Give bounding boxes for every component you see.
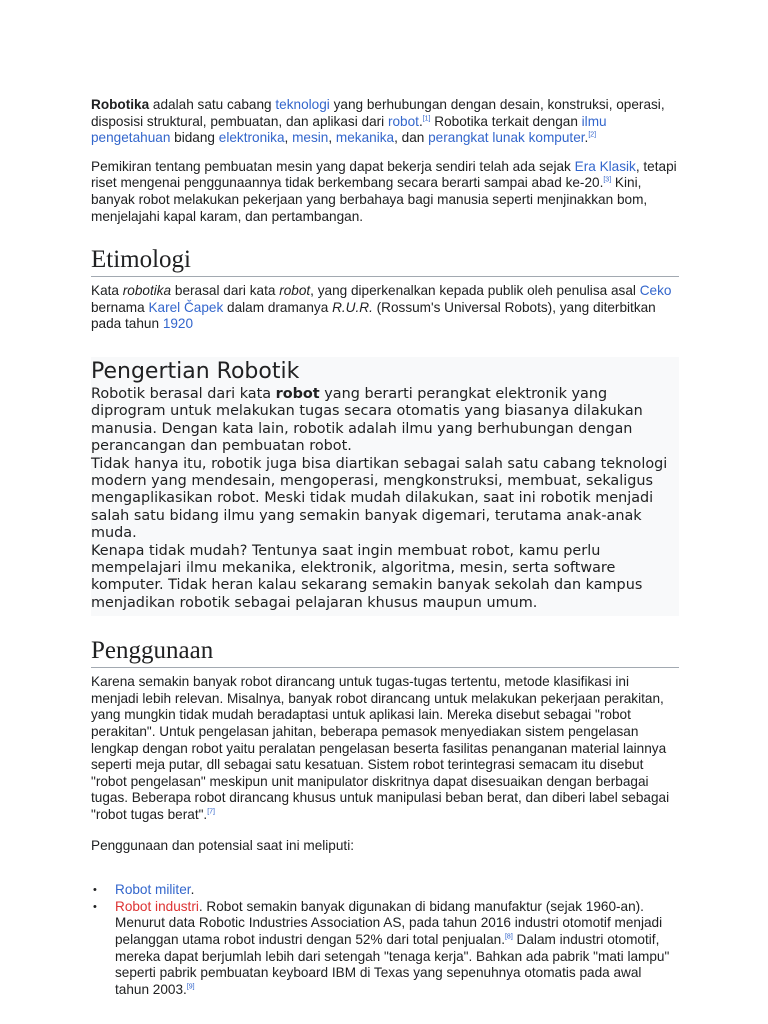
- ref-8[interactable]: [8]: [504, 933, 513, 941]
- heading-penggunaan: Penggunaan: [91, 636, 679, 668]
- pengertian-paragraph-3: Kenapa tidak mudah? Tentunya saat ingin membuat robot, kamu perlu mempelajari ilmu mekanika, elektronik, algoritma, mesin, serta software komputer. Tidak heran kalau sekarang semakin banyak sekolah dan kampus menjadikan robotik sebagai pelajaran khusus maupun umum.: [91, 542, 643, 611]
- penggunaan-paragraph-1: Karena semakin banyak robot dirancang untuk tugas-tugas tertentu, metode klasifikasi ini menjadi lebih relevan. Misalnya, banyak robot dirancang untuk melakukan pekerjaan perakitan, yang mungkin tidak mudah beradaptasi untuk aplikasi lain. Mereka disebut sebagai "robot perakitan". Untuk pengelasan jahitan, beberapa pemasok menyediakan sistem pengelasan lengkap dengan robot yaitu peralatan pengelasan beserta fasilitas penanganan material lainnya seperti meja putar, dll sebagai satu kesatuan. Sistem robot terintegrasi semacam itu disebut "robot pengelasan" meskipun unit manipulator diskritnya dapat disesuaikan dengan berbagai tugas. Beberapa robot dirancang khusus untuk manipulasi beban berat, dan diberi label sebagai "robot tugas berat".[7]: [91, 674, 670, 822]
- link-karel-capek[interactable]: Karel Čapek: [148, 299, 224, 315]
- penggunaan-paragraph-2: Penggunaan dan potensial saat ini meliputi:: [91, 837, 355, 853]
- link-ceko[interactable]: Ceko: [639, 283, 672, 299]
- intro-paragraph-2: Pemikiran tentang pembuatan mesin yang dapat bekerja sendiri telah ada sejak Era Klasik, tetapi riset mengenai penggunaannya tidak berkembang secara berarti sampai abad ke-20.[3] Kini, banyak robot melakukan pekerjaan yang berbahaya bagi manusia seperti menjinakkan bom, menjelajahi kapal karam, dan pertambangan.: [91, 158, 677, 224]
- ref-7[interactable]: [7]: [207, 808, 216, 816]
- link-robot-militer[interactable]: Robot militer: [115, 882, 191, 898]
- list-item: • Robot militer.: [93, 882, 195, 898]
- link-era-klasik[interactable]: Era Klasik: [574, 158, 636, 174]
- ref-9[interactable]: [9]: [186, 983, 195, 991]
- heading-etimologi: Etimologi: [91, 245, 679, 277]
- link-mekanika[interactable]: mekanika: [335, 130, 395, 146]
- link-teknologi[interactable]: teknologi: [275, 97, 330, 112]
- etimologi-paragraph: Kata robotika berasal dari kata robot, yang diperkenalkan kepada publik oleh penulisa asal Ceko bernama Karel Čapek dalam dramanya R.U.R. (Rossum's Universal Robots), yang diterbitkan pada tahun 1920: [91, 283, 672, 332]
- bullet-icon: •: [93, 900, 97, 913]
- intro-paragraph-1: Robotika adalah satu cabang teknologi yang berhubungan dengan desain, konstruksi, operasi, disposisi struktural, pembuatan, dan aplikasi dari robot.[1] Robotika terkait dengan ilmu pengetahuan bidang elektronika, mesin, mekanika, dan perangkat lunak komputer.[2]: [91, 97, 665, 146]
- link-ilmu-pengetahuan[interactable]: ilmu pengetahuan: [91, 113, 607, 146]
- link-robot[interactable]: robot: [387, 113, 419, 129]
- link-1920[interactable]: 1920: [162, 316, 194, 332]
- link-elektronika[interactable]: elektronika: [218, 130, 285, 146]
- pengertian-text: [91, 386, 679, 612]
- term-robotika: Robotika: [91, 97, 150, 112]
- list-item: • Robot industri. Robot semakin banyak digunakan di bidang manufaktur (sejak 1960-an). Menurut data Robotic Industries Association AS, pada tahun 2016 industri otomotif menjadi pelanggan utama robot industri dengan 52% dari total penjualan.[8] Dalam industri otomotif, mereka dapat berjumlah lebih dari setengah "tenaga kerja". Bahkan ada pabrik "mati lampu" seperti pabrik pembuatan keyboard IBM di Texas yang sepenuhnya otomatis pada awal tahun 2003.[9]: [93, 898, 670, 997]
- link-mesin[interactable]: mesin: [292, 130, 329, 146]
- ref-1[interactable]: [1]: [422, 115, 431, 123]
- article-content: [91, 97, 679, 998]
- pengertian-paragraph-1: Robotik berasal dari kata robot yang berarti perangkat elektronik yang diprogram untuk melakukan tugas secara otomatis yang biasanya dilakukan manusia. Dengan kata lain, robotik adalah ilmu yang berhubungan dengan perancangan dan pembuatan robot.: [91, 385, 643, 455]
- pengertian-box: [91, 357, 679, 616]
- link-perangkat-lunak-komputer[interactable]: perangkat lunak komputer: [428, 130, 585, 146]
- heading-pengertian-robotik: Pengertian Robotik: [91, 358, 300, 384]
- link-robot-industri[interactable]: Robot industri: [115, 898, 199, 914]
- ref-2[interactable]: [2]: [588, 131, 597, 139]
- pengertian-paragraph-2: Tidak hanya itu, robotik juga bisa diartikan sebagai salah satu cabang teknologi modern yang mendesain, mengoperasi, mengkonstruksi, membuat, sekaligus mengaplikasikan robot. Meski tidak mudah dilakukan, saat ini robotik menjadi salah satu bidang ilmu yang semakin banyak digemari, terutama anak-anak muda.: [91, 455, 668, 542]
- penggunaan-list: [91, 882, 679, 998]
- ref-3[interactable]: [3]: [603, 176, 612, 184]
- bullet-icon: •: [93, 884, 97, 897]
